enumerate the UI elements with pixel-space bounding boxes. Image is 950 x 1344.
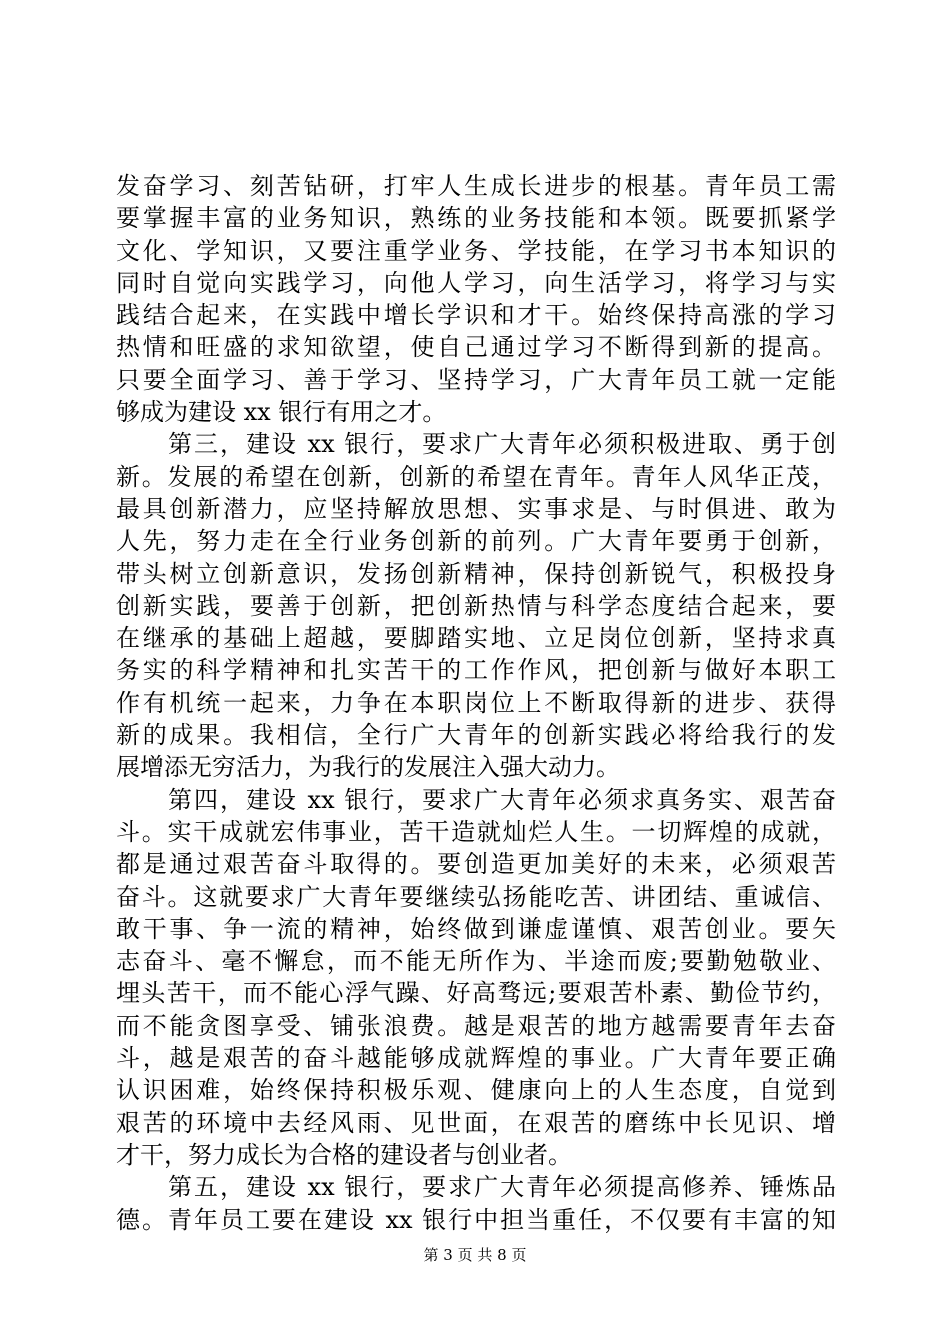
text-line: 第三，建设 xx 银行，要求广大青年必须积极进取、勇于创	[116, 430, 836, 459]
text-line: 斗，越是艰苦的奋斗越能够成就辉煌的事业。广大青年要正确	[116, 1044, 836, 1073]
text-line: 展增添无穷活力，为我行的发展注入强大动力。	[116, 753, 620, 782]
text-line: 而不能贪图享受、铺张浪费。越是艰苦的地方越需要青年去奋	[116, 1011, 836, 1040]
text-line: 最具创新潜力，应坚持解放思想、实事求是、与时俱进、敢为	[116, 494, 836, 523]
body-text	[116, 170, 836, 1236]
text-line: 奋斗。这就要求广大青年要继续弘扬能吃苦、讲团结、重诚信、	[116, 882, 836, 911]
text-line: 新的成果。我相信，全行广大青年的创新实践必将给我行的发	[116, 721, 836, 750]
text-line: 人先，努力走在全行业务创新的前列。广大青年要勇于创新，	[116, 527, 836, 556]
text-line: 务实的科学精神和扎实苦干的工作作风，把创新与做好本职工	[116, 656, 836, 685]
text-line: 作有机统一起来，力争在本职岗位上不断取得新的进步、获得	[116, 688, 836, 717]
text-line: 文化、学知识，又要注重学业务、学技能，在学习书本知识的	[116, 236, 836, 265]
text-line: 敢干事、争一流的精神，始终做到谦虚谨慎、艰苦创业。要矢	[116, 914, 836, 943]
text-line: 才干，努力成长为合格的建设者与创业者。	[116, 1140, 572, 1169]
text-line: 践结合起来，在实践中增长学识和才干。始终保持高涨的学习	[116, 301, 836, 330]
text-line: 热情和旺盛的求知欲望，使自己通过学习不断得到新的提高。	[116, 333, 836, 362]
text-line: 艰苦的环境中去经风雨、见世面，在艰苦的磨练中长见识、增	[116, 1108, 836, 1137]
text-line: 要掌握丰富的业务知识，熟练的业务技能和本领。既要抓紧学	[116, 204, 836, 233]
text-line: 斗。实干成就宏伟事业，苦干造就灿烂人生。一切辉煌的成就，	[116, 817, 836, 846]
text-line: 创新实践，要善于创新，把创新热情与科学态度结合起来，要	[116, 591, 836, 620]
text-line: 同时自觉向实践学习，向他人学习，向生活学习，将学习与实	[116, 268, 836, 297]
text-line: 第四，建设 xx 银行，要求广大青年必须求真务实、艰苦奋	[116, 785, 836, 814]
text-line: 第五，建设 xx 银行，要求广大青年必须提高修养、锤炼品	[116, 1173, 836, 1202]
text-line: 埋头苦干，而不能心浮气躁、好高骛远;要艰苦朴素、勤俭节约，	[116, 979, 836, 1008]
text-line: 够成为建设 xx 银行有用之才。	[116, 398, 447, 427]
text-line: 带头树立创新意识，发扬创新精神，保持创新锐气，积极投身	[116, 559, 836, 588]
text-line: 只要全面学习、善于学习、坚持学习，广大青年员工就一定能	[116, 365, 836, 394]
text-line: 新。发展的希望在创新，创新的希望在青年。青年人风华正茂，	[116, 462, 836, 491]
text-line: 发奋学习、刻苦钻研，打牢人生成长进步的根基。青年员工需	[116, 172, 836, 200]
page-footer: 第 3 页 共 8 页	[423, 1246, 527, 1264]
text-line: 德。青年员工要在建设 xx 银行中担当重任，不仅要有丰富的知	[116, 1205, 836, 1234]
text-line: 在继承的基础上超越，要脚踏实地、立足岗位创新，坚持求真	[116, 624, 836, 653]
text-line: 认识困难，始终保持积极乐观、健康向上的人生态度，自觉到	[116, 1076, 836, 1105]
text-line: 都是通过艰苦奋斗取得的。要创造更加美好的未来，必须艰苦	[116, 850, 836, 879]
text-line: 志奋斗、毫不懈怠，而不能无所作为、半途而废;要勤勉敬业、	[116, 947, 836, 976]
